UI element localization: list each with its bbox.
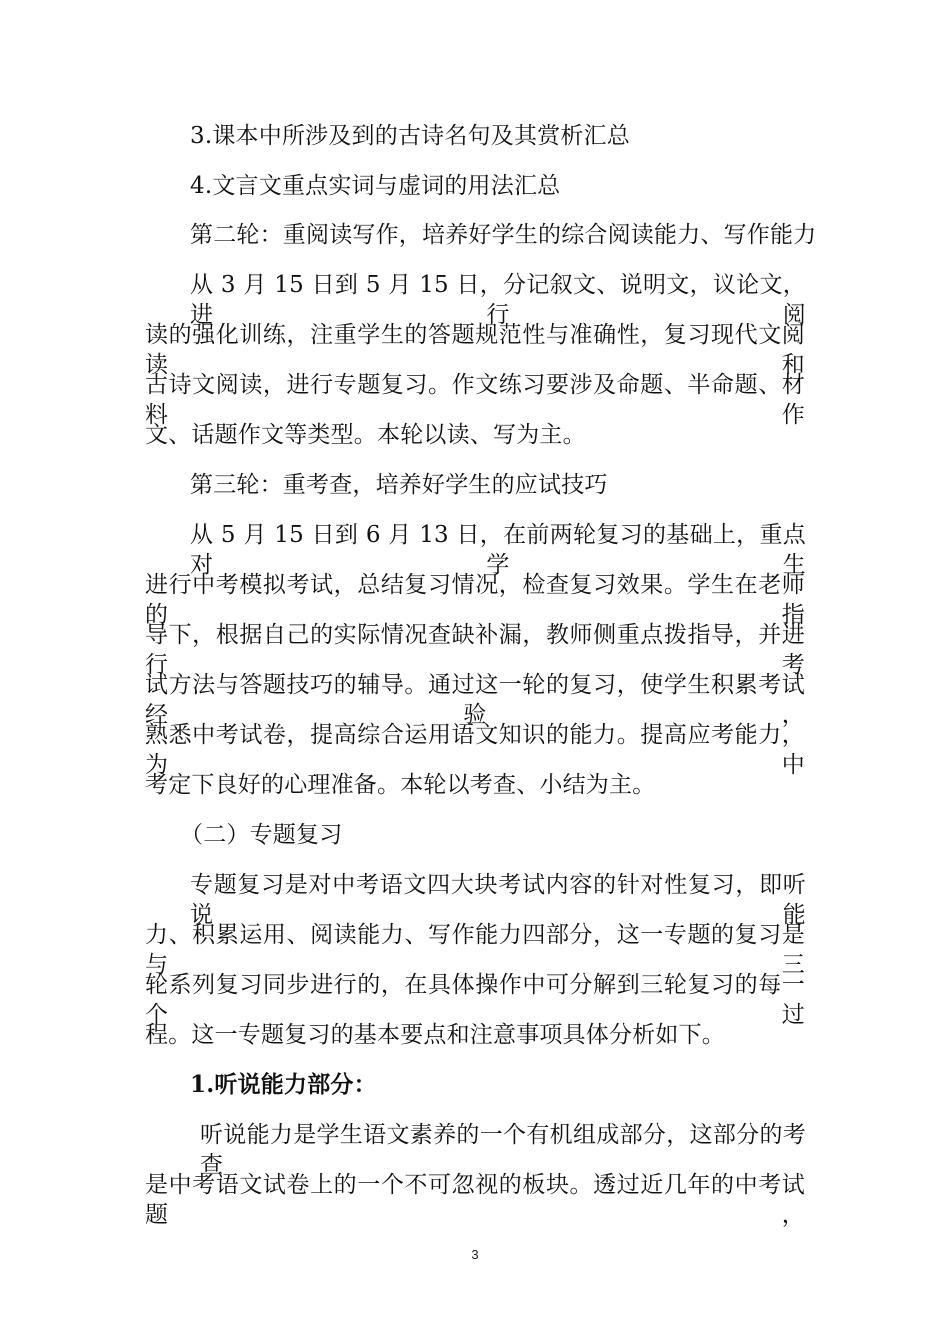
round-two-heading: 第二轮：重阅读写作，培养好学生的综合阅读能力、写作能力 (190, 222, 817, 248)
section-heading: （二）专题复习 (180, 822, 343, 848)
list-item-4: 4.文言文重点实词与虚词的用法汇总 (190, 173, 561, 199)
paragraph-line: 听说能力是学生语文素养的一个有机组成部分，这部分的考查 (200, 1122, 806, 1178)
paragraph-line: 力、积累运用、阅读能力、写作能力四部分，这一专题的复习是与三 (145, 922, 805, 978)
paragraph-line: 文、话题作文等类型。本轮以读、写为主。 (145, 422, 586, 448)
paragraph-line: 专题复习是对中考语文四大块考试内容的针对性复习，即听说能 (190, 872, 806, 928)
paragraph-line: 试方法与答题技巧的辅导。通过这一轮的复习，使学生积累考试经验， (145, 672, 805, 728)
subsection-heading: 1.听说能力部分： (190, 1071, 377, 1098)
paragraph-line: 程。这一专题复习的基本要点和注意事项具体分析如下。 (145, 1022, 725, 1048)
paragraph-line: 从 3 月 15 日到 5 月 15 日，分记叙文、说明文，议论文，进行阅 (190, 272, 806, 328)
paragraph-line: 熟悉中考试卷，提高综合运用语文知识的能力。提高应考能力，为中 (145, 722, 805, 778)
paragraph-line: 古诗文阅读，进行专题复习。作文练习要涉及命题、半命题、材料作 (145, 372, 805, 428)
paragraph-line: 进行中考模拟考试，总结复习情况，检查复习效果。学生在老师的指 (145, 572, 805, 628)
paragraph-line: 从 5 月 15 日到 6 月 13 日，在前两轮复习的基础上，重点对学生 (190, 522, 806, 578)
list-item-3: 3.课本中所涉及到的古诗名句及其赏析汇总 (190, 123, 630, 149)
paragraph-line: 读的强化训练，注重学生的答题规范性与准确性，复习现代文阅读和 (145, 322, 805, 378)
paragraph-line: 轮系列复习同步进行的，在具体操作中可分解到三轮复习的每一个过 (145, 972, 805, 1028)
round-three-heading: 第三轮：重考查，培养好学生的应试技巧 (190, 472, 608, 498)
paragraph-line: 是中考语文试卷上的一个不可忽视的板块。透过近几年的中考试题， (145, 1172, 805, 1228)
page-number: 3 (471, 1247, 479, 1262)
paragraph-line: 导下，根据自己的实际情况查缺补漏，教师侧重点拨指导，并进行考 (145, 622, 805, 678)
paragraph-line: 考定下良好的心理准备。本轮以考查、小结为主。 (145, 772, 656, 798)
